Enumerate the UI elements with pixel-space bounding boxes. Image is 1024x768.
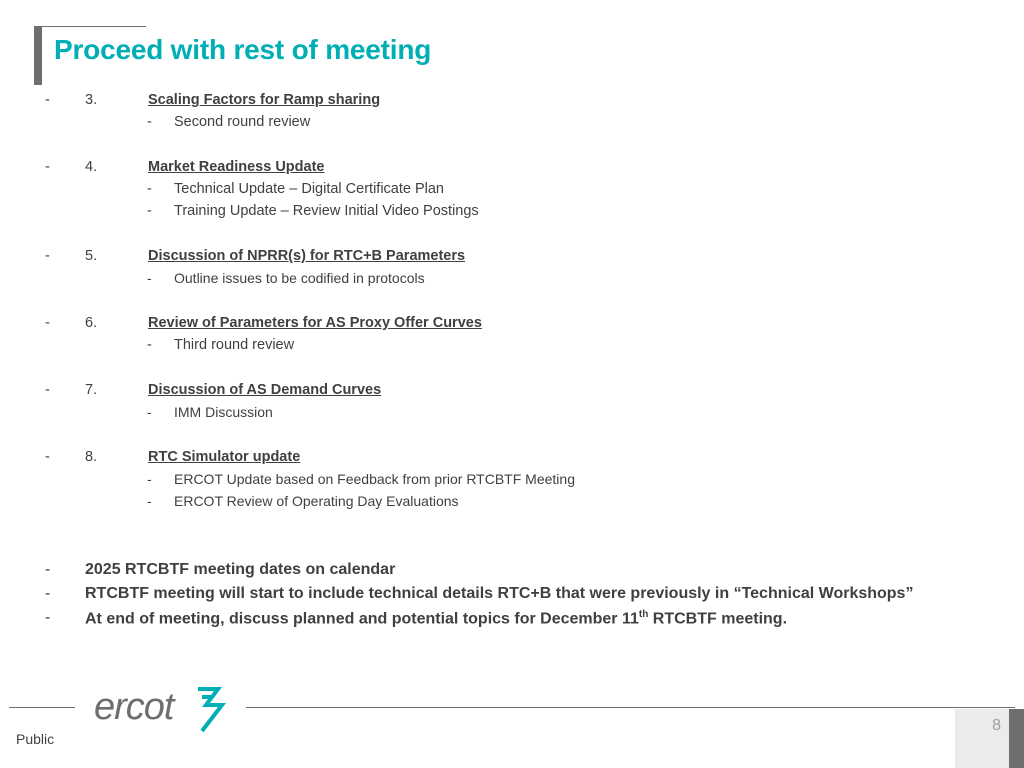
page-number-edge xyxy=(1009,709,1024,768)
list-dash: - xyxy=(45,609,51,626)
agenda-subitem-text: ERCOT Review of Operating Day Evaluations xyxy=(174,493,459,509)
agenda-number: 8. xyxy=(85,449,98,465)
list-dash: - xyxy=(147,337,152,353)
agenda-heading: Review of Parameters for AS Proxy Offer Curves xyxy=(148,315,482,331)
ercot-logo xyxy=(94,683,229,735)
agenda-number: 7. xyxy=(85,382,98,398)
ordinal-suffix: th xyxy=(638,609,649,620)
logo-wordmark: ercot xyxy=(94,686,174,728)
list-dash: - xyxy=(147,471,152,487)
agenda-subitem-text: IMM Discussion xyxy=(174,404,273,420)
list-dash: - xyxy=(45,585,51,602)
agenda-subitem-text: Third round review xyxy=(174,337,295,353)
list-dash: - xyxy=(147,181,152,197)
list-dash: - xyxy=(147,404,152,420)
list-dash: - xyxy=(147,203,152,219)
list-dash: - xyxy=(45,382,50,398)
footer-divider-right xyxy=(246,707,1015,708)
list-dash: - xyxy=(45,315,50,331)
bullet-text-main: At end of meeting, discuss planned and potential topics for December 11 xyxy=(85,610,639,628)
list-dash: - xyxy=(147,114,152,130)
title-accent-line xyxy=(34,26,146,27)
agenda-subitem-text: Technical Update – Digital Certificate Plan xyxy=(174,181,444,197)
agenda-heading: Discussion of AS Demand Curves xyxy=(148,382,382,398)
bullet-text: RTCBTF meeting will start to include technical details RTC+B that were previously in “Technical Workshops” xyxy=(85,585,914,602)
page-number: 8 xyxy=(992,717,1001,734)
agenda-subitem-text: ERCOT Update based on Feedback from prior RTCBTF Meeting xyxy=(174,471,575,487)
title-accent-bar xyxy=(34,27,42,85)
list-dash: - xyxy=(45,561,51,578)
lightning-mark-icon xyxy=(198,689,222,731)
agenda-heading: Scaling Factors for Ramp sharing xyxy=(148,92,381,108)
list-dash: - xyxy=(45,92,50,108)
agenda-subitem-text: Second round review xyxy=(174,114,311,130)
list-dash: - xyxy=(147,493,152,509)
list-dash: - xyxy=(147,270,152,286)
agenda-heading: RTC Simulator update xyxy=(148,449,301,465)
agenda-number: 3. xyxy=(85,92,98,108)
classification-label: Public xyxy=(16,731,55,747)
agenda-number: 4. xyxy=(85,159,98,175)
bullet-text: 2025 RTCBTF meeting dates on calendar xyxy=(85,561,396,578)
list-dash: - xyxy=(45,248,50,264)
agenda-number: 6. xyxy=(85,315,98,331)
agenda-heading: Market Readiness Update xyxy=(148,159,325,175)
agenda-heading: Discussion of NPRR(s) for RTC+B Parameters xyxy=(148,248,466,264)
bullet-text-end: RTCBTF meeting. xyxy=(648,610,788,628)
list-dash: - xyxy=(45,449,50,465)
footer-divider-left xyxy=(9,707,75,708)
agenda-subitem-text: Training Update – Review Initial Video Postings xyxy=(174,203,479,219)
bullet-text xyxy=(85,609,787,628)
agenda-number: 5. xyxy=(85,248,98,264)
list-dash: - xyxy=(45,159,50,175)
slide-title: Proceed with rest of meeting xyxy=(54,34,432,65)
agenda-subitem-text: Outline issues to be codified in protocols xyxy=(174,270,425,286)
